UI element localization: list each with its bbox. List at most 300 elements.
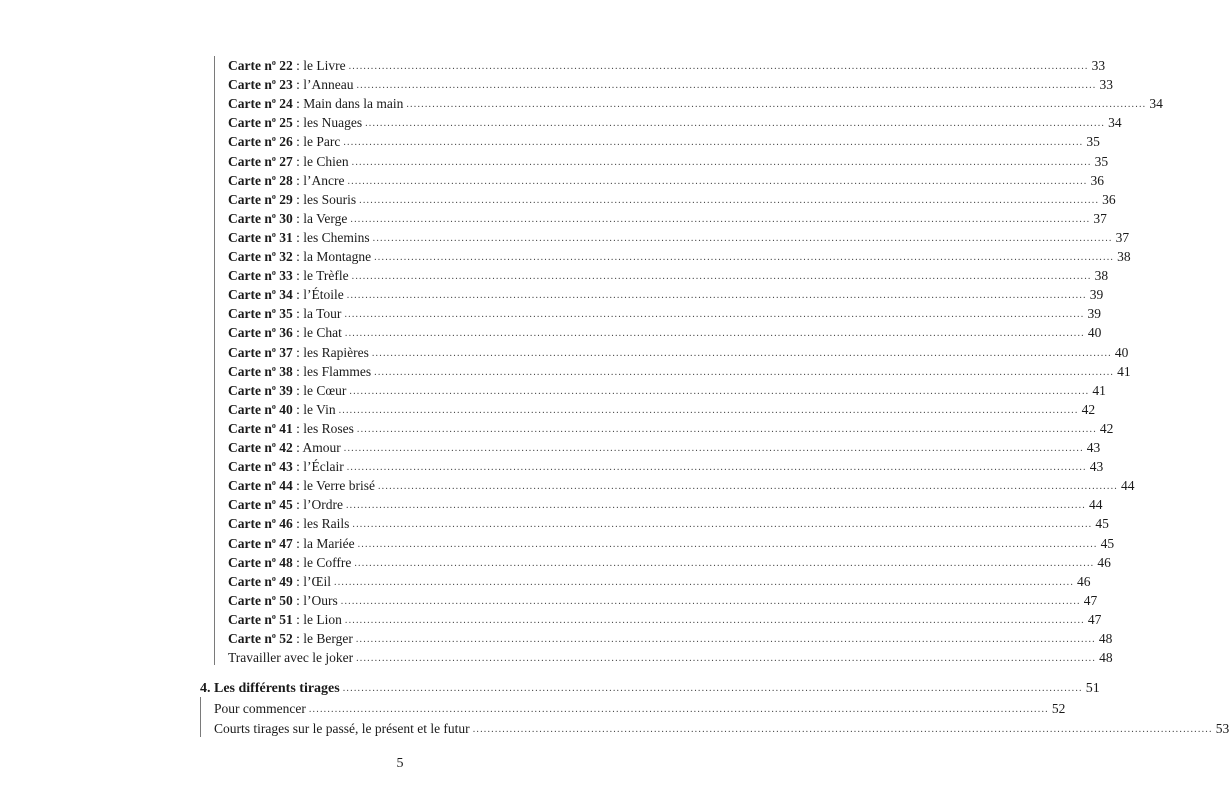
card-title: : la Montagne [292,249,372,264]
card-title: : le Chat [292,325,342,341]
card-prefix: Carte n [228,268,272,284]
card-ordinal-sup: o [271,401,276,411]
card-number: 43 [279,459,293,475]
toc-entry-page: 38 [1094,268,1109,284]
dot-leader: ........................................................................................................................................................................................................ [359,194,1100,206]
toc-entry-label [214,699,306,718]
card-prefix: Carte n [228,382,272,398]
card-prefix: Carte n [228,287,272,303]
toc-entry[interactable] [228,247,1131,266]
toc-entry-page: 33 [1099,77,1113,93]
card-title: : les Nuages [292,115,363,131]
card-number-label [228,459,293,474]
card-number-label [228,383,293,398]
card-title: : l’Étoile [292,287,344,303]
card-ordinal-sup: o [271,344,276,354]
card-ordinal-sup: o [271,229,276,239]
card-ordinal-sup: o [271,382,276,392]
card-title: : le Parc [292,134,341,150]
section-rule [214,56,215,665]
card-title: : le Coffre [292,554,352,570]
toc-entry[interactable] [228,266,1109,285]
card-prefix: Carte n [228,459,272,475]
card-number-label [228,593,293,608]
card-number-label [228,96,293,111]
card-number: 26 [279,134,293,150]
toc-entry[interactable] [228,209,1107,228]
toc-entry-page: 51 [1085,681,1100,697]
card-title: : l’Ours [292,592,338,608]
card-number-label [228,421,293,436]
card-number: 37 [279,344,293,360]
card-number: 50 [279,592,293,608]
toc-entry[interactable] [228,75,1113,94]
card-ordinal-sup: o [271,77,276,87]
card-ordinal-sup: o [271,268,276,278]
card-number: 32 [279,249,293,264]
toc-entry-page: 52 [1051,701,1066,717]
toc-entry-label [228,75,353,94]
card-number: 49 [279,573,293,589]
card-ordinal-sup: o [271,115,276,125]
toc-entry-label [228,648,353,667]
card-prefix: Carte n [228,440,272,455]
toc-entry-label [228,152,349,171]
toc-entry-page: 45 [1100,535,1115,551]
dot-leader: ........................................................................................................................................................................................................ [308,704,1049,716]
card-number: 45 [279,497,293,513]
card-number: 35 [279,306,293,322]
toc-entry[interactable] [228,343,1129,362]
card-title: : les Rapières [292,344,369,360]
dot-leader: ........................................................................................................................................................................................................ [344,309,1085,321]
card-ordinal-sup: o [271,592,276,602]
dot-leader: ........................................................................................................................................................................................................ [374,252,1115,263]
toc-entry-page: 39 [1087,306,1101,322]
toc-entry-page: 47 [1083,592,1098,608]
card-number-label [228,555,293,570]
card-number: 41 [279,420,293,436]
dot-leader: ........................................................................................................................................................................................................ [342,683,1083,695]
dot-leader: ........................................................................................................................................................................................................ [338,404,1079,416]
card-ordinal-sup: o [271,325,276,335]
dot-leader: ........................................................................................................................................................................................................ [374,366,1115,378]
card-ordinal-sup: o [271,535,276,545]
dot-leader: ........................................................................................................................................................................................................ [346,462,1087,474]
card-number-label [228,345,293,360]
card-number: 51 [279,611,293,627]
toc-entry[interactable] [228,610,1102,629]
card-ordinal-sup: o [271,516,276,526]
card-title: : le Livre [292,58,346,73]
card-prefix: Carte n [228,58,272,73]
toc-entry-label [228,285,344,304]
card-ordinal-sup: o [271,249,276,258]
dot-leader: ........................................................................................................................................................................................................ [356,423,1097,435]
card-number-label [228,211,293,226]
card-title: : Main dans la main [292,96,404,112]
card-prefix: Carte n [228,344,272,360]
dot-leader: ........................................................................................................................................................................................................ [406,99,1147,111]
toc-entry[interactable] [214,699,1066,718]
card-title: : le Chien [292,153,349,169]
toc-entry[interactable] [228,591,1098,610]
dot-leader: ........................................................................................................................................................................................................ [357,538,1098,550]
toc-entry[interactable] [228,457,1104,476]
card-ordinal-sup: o [271,631,276,640]
card-number-label [228,478,293,493]
card-number-label [228,268,293,283]
card-prefix: Carte n [228,478,272,494]
card-prefix: Carte n [228,210,272,226]
card-number-label [228,497,293,512]
card-ordinal-sup: o [271,210,276,220]
card-number: 42 [279,440,293,455]
card-number: 23 [279,77,293,93]
card-prefix: Carte n [228,229,272,245]
toc-entry[interactable] [228,171,1104,190]
toc-entry-label [214,719,470,738]
dot-leader: ........................................................................................................................................................................................................ [365,118,1106,130]
toc-entry-label [228,228,370,247]
card-number-label [228,306,293,321]
chapter-rule [200,697,201,737]
card-prefix: Carte n [228,420,272,436]
card-number-label [228,364,293,379]
card-ordinal-sup: o [271,153,276,163]
toc-entry-label [228,304,341,323]
toc-entry-label [228,266,349,285]
card-number: 25 [279,115,293,131]
toc-entry-label [228,56,346,75]
card-title: : les Rails [292,516,350,532]
card-number: 47 [279,535,293,551]
card-prefix: Carte n [228,153,272,169]
card-ordinal-sup: o [271,96,276,106]
toc-entry[interactable] [228,132,1100,151]
card-number-label [228,287,293,302]
card-prefix: Carte n [228,401,272,417]
toc-entry-label [228,323,342,342]
card-number-label [228,325,293,340]
card-number: 46 [279,516,293,532]
toc-entry[interactable] [228,438,1101,457]
card-prefix: Carte n [228,191,272,207]
card-ordinal-sup: o [271,172,276,182]
dot-leader: ........................................................................................................................................................................................................ [349,385,1090,397]
toc-entry-label [228,381,346,400]
toc-entry-label [228,572,331,591]
dot-leader: ........................................................................................................................................................................................................ [345,500,1086,512]
card-prefix: Carte n [228,134,272,150]
dot-leader: ........................................................................................................................................................................................................ [344,328,1085,340]
card-title: : Amour [292,440,341,455]
toc-entry-page: 40 [1114,344,1129,360]
toc-entry-label [228,476,375,495]
card-prefix: Carte n [228,363,272,379]
card-title: : l’Éclair [292,459,344,475]
card-ordinal-sup: o [271,459,276,469]
card-title: : l’Œil [292,573,332,589]
card-number-label [228,516,293,531]
card-ordinal-sup: o [271,306,276,316]
card-number: 28 [279,172,293,188]
toc-entry-label [200,679,340,698]
card-prefix: Carte n [228,592,272,608]
toc-entry-label [228,610,342,629]
card-number: 38 [279,363,293,379]
toc-entry-page: 41 [1117,363,1131,379]
toc-entry-label [228,629,353,648]
card-title: : la Mariée [292,535,355,551]
card-number-label [228,77,293,92]
joker-title: Travailler avec le joker [228,650,354,666]
toc-entry-page: 34 [1108,115,1122,131]
card-number: 31 [279,229,293,245]
dot-leader: ........................................................................................................................................................................................................ [348,61,1089,72]
card-number-label [228,230,293,245]
toc-entry[interactable] [228,285,1104,304]
toc-entry-page: 48 [1098,631,1113,646]
toc-entry[interactable] [228,113,1122,132]
card-number-label [228,612,293,627]
toc-entry[interactable] [228,553,1111,572]
card-title: : l’Ancre [292,172,345,188]
card-ordinal-sup: o [271,420,276,430]
toc-entry-page: 44 [1120,478,1135,494]
dot-leader: ........................................................................................................................................................................................................ [472,724,1213,736]
chapter-title: 4. Les différents tirages [200,681,340,697]
card-number: 39 [279,382,293,398]
toc-entry[interactable] [228,94,1163,113]
card-title: : les Souris [292,191,357,207]
card-prefix: Carte n [228,573,272,589]
toc-entry[interactable] [228,304,1101,323]
card-number: 48 [279,554,293,570]
dot-leader: ........................................................................................................................................................................................................ [346,290,1087,302]
card-ordinal-sup: o [271,191,276,201]
card-title: : les Chemins [292,229,370,245]
toc-entry-page: 35 [1086,134,1100,150]
toc-entry-page: 43 [1086,440,1101,455]
toc-entry-label [228,190,356,209]
toc-entry[interactable] [228,190,1116,209]
toc-entry[interactable] [228,400,1096,419]
card-title: : le Trèfle [292,268,349,284]
card-prefix: Carte n [228,631,272,646]
card-number: 52 [279,631,293,646]
sub-entry-title: Pour commencer [214,701,306,717]
dot-leader: ........................................................................................................................................................................................................ [350,213,1091,225]
card-title: : le Vin [292,401,336,417]
toc-entry[interactable] [228,56,1106,75]
toc-entry[interactable] [228,228,1130,247]
toc-entry-label [228,457,344,476]
toc-entry-label [228,94,403,113]
card-number-label [228,58,293,73]
toc-entry-label [228,534,355,553]
card-number-label [228,173,293,188]
card-ordinal-sup: o [271,554,276,564]
card-ordinal-sup: o [271,497,276,507]
card-prefix: Carte n [228,249,272,264]
toc-entry-label [228,247,371,266]
dot-leader: ........................................................................................................................................................................................................ [355,634,1096,645]
dot-leader: ........................................................................................................................................................................................................ [343,443,1084,454]
card-ordinal-sup: o [271,287,276,297]
card-number-label [228,249,293,264]
toc-entry-page: 37 [1093,210,1107,226]
dot-leader: ........................................................................................................................................................................................................ [347,175,1088,187]
card-prefix: Carte n [228,306,272,322]
card-number: 33 [279,268,293,284]
card-number: 30 [279,210,293,226]
dot-leader: ........................................................................................................................................................................................................ [372,232,1113,244]
toc-entry[interactable] [228,495,1103,514]
card-number: 34 [279,287,293,303]
card-number-label [228,574,293,589]
toc-entry[interactable] [228,514,1109,533]
dot-leader: ........................................................................................................................................................................................................ [351,271,1092,283]
dot-leader: ........................................................................................................................................................................................................ [351,156,1092,168]
toc-entry[interactable] [228,629,1113,648]
toc-entry-label [228,132,340,151]
toc-entry-label [228,438,341,457]
card-prefix: Carte n [228,325,272,341]
toc-entry[interactable] [200,679,1100,698]
toc-entry-page: 53 [1215,721,1229,737]
card-ordinal-sup: o [271,573,276,583]
toc-entry[interactable] [214,719,1229,738]
card-number-label [228,402,293,417]
toc-entry-label [228,343,369,362]
dot-leader: ........................................................................................................................................................................................................ [340,595,1081,607]
card-number: 44 [279,478,293,494]
toc-entry-label [228,553,351,572]
toc-entry-page: 39 [1089,287,1104,303]
card-prefix: Carte n [228,497,272,513]
card-prefix: Carte n [228,554,272,570]
toc-entry-page: 38 [1117,249,1131,264]
dot-leader: ........................................................................................................................................................................................................ [356,80,1097,92]
page-number: 5 [396,756,404,771]
card-prefix: Carte n [228,516,272,532]
card-title: : le Berger [292,631,353,646]
card-prefix: Carte n [228,535,272,551]
toc-entry-page: 47 [1087,611,1102,627]
card-number-label [228,440,293,455]
card-prefix: Carte n [228,172,272,188]
toc-entry-page: 43 [1089,459,1104,475]
sub-entry-title: Courts tirages sur le passé, le présent et le futur [214,721,470,737]
card-title: : le Lion [292,611,342,627]
toc-entry-label [228,514,349,533]
card-title: : la Verge [292,210,348,226]
toc-entry-label [228,171,344,190]
card-title: : le Cœur [292,382,347,398]
toc-entry[interactable] [228,362,1131,381]
toc-entry-label [228,113,362,132]
toc-entry-page: 35 [1094,153,1109,169]
toc-entry-page: 33 [1091,58,1106,73]
dot-leader: ........................................................................................................................................................................................................ [354,557,1095,569]
card-prefix: Carte n [228,96,272,112]
toc-entry[interactable] [228,534,1115,553]
card-number: 27 [279,153,293,169]
card-number: 29 [279,191,293,207]
toc-entry-label [228,495,343,514]
dot-leader: ........................................................................................................................................................................................................ [356,653,1097,665]
toc-entry-page: 36 [1102,191,1116,207]
toc-entry-page: 45 [1095,516,1109,532]
card-title: : l’Anneau [292,77,354,93]
card-prefix: Carte n [228,77,272,93]
card-number-label [228,154,293,169]
toc-entry-page: 42 [1099,420,1114,436]
card-number: 24 [279,96,293,112]
card-prefix: Carte n [228,611,272,627]
card-number-label [228,192,293,207]
toc-entry-label [228,209,347,228]
card-number-label [228,134,293,149]
card-number: 40 [279,401,293,417]
toc-entry-page: 42 [1081,401,1096,417]
toc-entry-page: 46 [1097,554,1111,570]
card-ordinal-sup: o [271,363,276,373]
card-ordinal-sup: o [271,478,276,488]
card-title: : le Verre brisé [292,478,375,494]
card-number: 36 [279,325,293,341]
card-number-label [228,115,293,130]
toc-entry[interactable] [228,419,1114,438]
card-ordinal-sup: o [271,134,276,144]
toc-entry[interactable] [228,152,1109,171]
toc-entry[interactable] [228,381,1106,400]
dot-leader: ........................................................................................................................................................................................................ [344,614,1085,626]
toc-entry[interactable] [228,572,1091,591]
toc-entry-page: 37 [1115,229,1130,245]
card-title: : la Tour [292,306,342,322]
card-ordinal-sup: o [271,611,276,621]
toc-entry-page: 34 [1149,96,1163,112]
dot-leader: ........................................................................................................................................................................................................ [334,576,1075,588]
toc-entry[interactable] [228,323,1102,342]
card-number-label [228,536,293,551]
card-ordinal-sup: o [271,58,276,67]
toc-entry-page: 46 [1077,573,1091,589]
toc-entry-page: 36 [1090,172,1104,188]
card-title: : les Roses [292,420,354,436]
dot-leader: ........................................................................................................................................................................................................ [377,481,1118,493]
toc-entry-page: 40 [1087,325,1102,341]
card-title: : les Flammes [292,363,372,379]
toc-entry-label [228,400,336,419]
toc-entry-label [228,362,371,381]
toc-entry[interactable] [228,648,1113,667]
toc-entry-page: 44 [1088,497,1103,513]
dot-leader: ........................................................................................................................................................................................................ [371,347,1112,359]
card-number-label [228,631,293,646]
toc-entry[interactable] [228,476,1135,495]
toc-entry-page: 48 [1099,650,1113,666]
dot-leader: ........................................................................................................................................................................................................ [343,137,1084,149]
dot-leader: ........................................................................................................................................................................................................ [352,519,1093,531]
toc-entry-page: 41 [1092,382,1106,398]
toc-entry-label [228,591,338,610]
card-title: : l’Ordre [292,497,343,513]
toc-entry-label [228,419,354,438]
card-ordinal-sup: o [271,440,276,449]
